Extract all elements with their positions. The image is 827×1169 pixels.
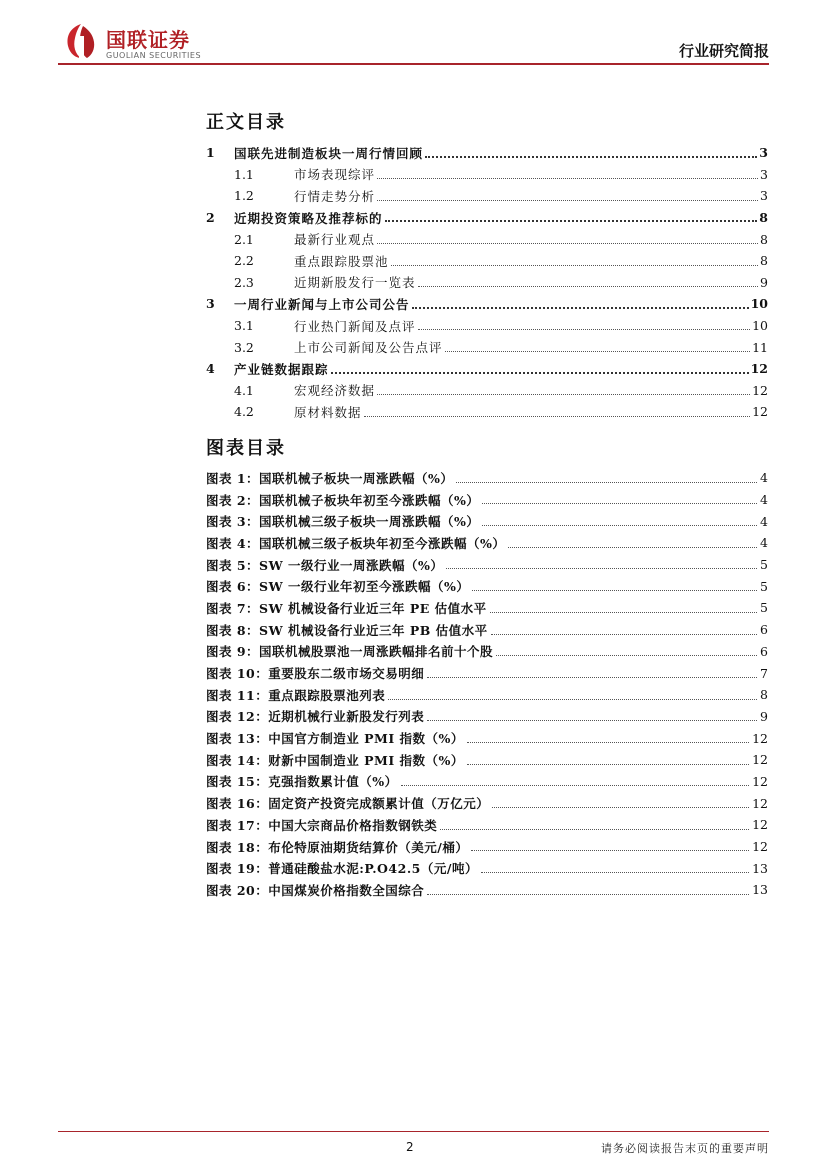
figure-entry-page: 5 — [760, 578, 768, 594]
toc-entry[interactable] — [206, 185, 768, 207]
figures-title: 图表目录 — [206, 438, 286, 459]
toc-entry[interactable] — [206, 164, 768, 186]
figure-entry[interactable] — [206, 575, 768, 597]
figure-entry-page: 4 — [760, 492, 768, 508]
toc-dot-leader — [425, 155, 757, 158]
figure-entry[interactable] — [206, 554, 768, 576]
figure-dot-leader — [427, 893, 749, 895]
figure-dot-leader — [427, 676, 757, 678]
figure-entry-page: 12 — [752, 817, 768, 833]
figure-entry-label: 图表 15：克强指数累计值（%） — [206, 774, 398, 790]
figure-entry[interactable] — [206, 662, 768, 684]
toc-entry[interactable] — [206, 380, 768, 402]
toc-title: 正文目录 — [206, 112, 286, 133]
figure-entry-label: 图表 18：布伦特原油期货结算价（美元/桶） — [206, 839, 469, 855]
figure-entry-label: 图表 1：国联机械子板块一周涨跌幅（%） — [206, 470, 454, 486]
toc-entry-page: 10 — [750, 296, 768, 312]
toc-entry-label: 最新行业观点 — [294, 232, 376, 248]
figure-entry-page: 5 — [760, 557, 768, 573]
toc-entry-page: 8 — [760, 253, 768, 269]
toc-entry-number: 2.1 — [234, 231, 254, 247]
figure-entry-label: 图表 6：SW 一级行业年初至今涨跌幅（%） — [206, 579, 470, 595]
toc-entry-number: 2.2 — [234, 253, 254, 269]
toc-dot-leader — [377, 199, 758, 201]
toc-entry-page: 10 — [752, 318, 768, 334]
figure-entry-label: 图表 7：SW 机械设备行业近三年 PE 估值水平 — [206, 600, 487, 616]
figure-dot-leader — [467, 763, 749, 765]
figure-entry[interactable] — [206, 619, 768, 641]
figure-dot-leader — [440, 828, 749, 830]
toc-entry-number: 3.1 — [234, 318, 254, 334]
report-type-label: 行业研究简报 — [678, 42, 769, 60]
list-of-figures — [206, 467, 768, 901]
toc-entry-page: 3 — [760, 166, 768, 182]
toc-entry-page: 8 — [759, 210, 768, 226]
logo-chinese-name: 国联证券 — [106, 28, 190, 52]
figure-entry[interactable] — [206, 510, 768, 532]
toc-entry[interactable] — [206, 228, 768, 250]
toc-entry-label: 近期新股发行一览表 — [294, 275, 416, 291]
toc-entry-number: 2 — [206, 210, 215, 226]
figure-dot-leader — [446, 567, 757, 569]
figure-dot-leader — [482, 524, 757, 526]
figure-entry-label: 图表 12：近期机械行业新股发行列表 — [206, 709, 425, 725]
figure-entry-label: 图表 9：国联机械股票池一周涨跌幅排名前十个股 — [206, 644, 494, 660]
guolian-logo-icon — [62, 22, 100, 60]
toc-entry[interactable] — [206, 207, 768, 229]
toc-entry[interactable] — [206, 401, 768, 423]
toc-entry-number: 1.1 — [234, 166, 254, 182]
page-number: 2 — [406, 1140, 414, 1154]
header-divider — [58, 63, 769, 65]
figure-entry-page: 12 — [752, 773, 768, 789]
figure-entry[interactable] — [206, 727, 768, 749]
figure-dot-leader — [482, 502, 757, 504]
toc-entry-number: 1 — [206, 145, 215, 161]
toc-entry-page: 11 — [752, 339, 768, 355]
toc-entry[interactable] — [206, 358, 768, 380]
figure-dot-leader — [456, 481, 757, 483]
toc-entry-label: 行业热门新闻及点评 — [294, 318, 416, 334]
toc-entry-label: 近期投资策略及推荐标的 — [234, 210, 383, 226]
toc-entry-page: 3 — [760, 188, 768, 204]
toc-dot-leader — [377, 242, 758, 244]
toc-dot-leader — [391, 264, 758, 266]
toc-dot-leader — [377, 177, 758, 179]
logo-english-name: GUOLIAN SECURITIES — [106, 51, 202, 60]
figure-entry[interactable] — [206, 597, 768, 619]
toc-entry-page: 9 — [760, 274, 768, 290]
toc-entry-page: 12 — [752, 404, 768, 420]
toc-entry-number: 3.2 — [234, 339, 254, 355]
toc-entry-number: 2.3 — [234, 274, 254, 290]
figure-entry-label: 图表 17：中国大宗商品价格指数钢铁类 — [206, 817, 438, 833]
toc-dot-leader — [418, 328, 751, 330]
figure-dot-leader — [496, 654, 757, 656]
footer-divider — [58, 1131, 769, 1132]
toc-entry-label: 市场表现综评 — [294, 167, 376, 183]
figure-dot-leader — [490, 611, 757, 613]
figure-entry-page: 8 — [760, 687, 768, 703]
figure-entry[interactable] — [206, 749, 768, 771]
toc-entry[interactable] — [206, 336, 768, 358]
figure-entry[interactable] — [206, 836, 768, 858]
figure-dot-leader — [388, 698, 757, 700]
figure-entry-page: 12 — [752, 839, 768, 855]
figure-entry[interactable] — [206, 879, 768, 901]
toc-dot-leader — [445, 350, 751, 352]
table-of-contents — [206, 142, 768, 423]
toc-entry-label: 国联先进制造板块一周行情回顾 — [234, 145, 424, 161]
figure-entry-label: 图表 5：SW 一级行业一周涨跌幅（%） — [206, 557, 444, 573]
figure-entry-label: 图表 19：普通硅酸盐水泥:P.O42.5（元/吨） — [206, 861, 478, 877]
toc-dot-leader — [377, 393, 750, 395]
toc-dot-leader — [418, 285, 758, 287]
figure-dot-leader — [471, 849, 749, 851]
toc-entry-page: 12 — [750, 361, 768, 377]
figure-entry-label: 图表 4：国联机械三级子板块年初至今涨跌幅（%） — [206, 535, 506, 551]
figure-entry-label: 图表 10：重要股东二级市场交易明细 — [206, 666, 425, 682]
figure-entry-page: 4 — [760, 513, 768, 529]
toc-entry-label: 产业链数据跟踪 — [234, 361, 329, 377]
figure-entry-page: 12 — [752, 730, 768, 746]
figure-dot-leader — [481, 871, 749, 873]
figure-entry-page: 6 — [760, 622, 768, 638]
page-header — [0, 0, 827, 70]
toc-entry-number: 3 — [206, 296, 215, 312]
figure-entry-label: 图表 13：中国官方制造业 PMI 指数（%） — [206, 731, 464, 747]
toc-entry-number: 4.1 — [234, 382, 254, 398]
toc-entry[interactable] — [206, 250, 768, 272]
figure-entry[interactable] — [206, 467, 768, 489]
toc-entry-number: 1.2 — [234, 188, 254, 204]
figure-dot-leader — [508, 546, 757, 548]
toc-entry-number: 4 — [206, 361, 215, 377]
figure-entry-page: 4 — [760, 470, 768, 486]
figure-entry-label: 图表 20：中国煤炭价格指数全国综合 — [206, 882, 425, 898]
figure-entry-label: 图表 8：SW 机械设备行业近三年 PB 估值水平 — [206, 622, 488, 638]
toc-entry[interactable] — [206, 315, 768, 337]
figure-entry[interactable] — [206, 641, 768, 663]
toc-entry[interactable] — [206, 293, 768, 315]
toc-entry[interactable] — [206, 272, 768, 294]
figure-entry[interactable] — [206, 814, 768, 836]
figure-entry-label: 图表 2：国联机械子板块年初至今涨跌幅（%） — [206, 492, 480, 508]
toc-entry-label: 重点跟踪股票池 — [294, 253, 389, 269]
toc-dot-leader — [412, 306, 749, 309]
figure-entry-label: 图表 11：重点跟踪股票池列表 — [206, 687, 386, 703]
figure-entry[interactable] — [206, 489, 768, 511]
figure-dot-leader — [491, 633, 757, 635]
disclaimer-note: 请务必阅读报告末页的重要声明 — [601, 1142, 769, 1155]
figure-entry-page: 6 — [760, 643, 768, 659]
company-logo — [62, 22, 222, 62]
figure-entry[interactable] — [206, 532, 768, 554]
figure-entry-page: 4 — [760, 535, 768, 551]
figure-entry-page: 5 — [760, 600, 768, 616]
toc-entry-page: 12 — [752, 382, 768, 398]
figure-entry-label: 图表 16：固定资产投资完成额累计值（万亿元） — [206, 796, 490, 812]
toc-dot-leader — [385, 219, 758, 222]
figure-entry[interactable] — [206, 857, 768, 879]
figure-entry[interactable] — [206, 771, 768, 793]
figure-dot-leader — [492, 806, 749, 808]
figure-entry[interactable] — [206, 706, 768, 728]
toc-entry-number: 4.2 — [234, 404, 254, 420]
toc-entry-label: 一周行业新闻与上市公司公告 — [234, 296, 410, 312]
toc-dot-leader — [364, 415, 751, 417]
figure-entry-label: 图表 14：财新中国制造业 PMI 指数（%） — [206, 752, 464, 768]
toc-entry-label: 行情走势分析 — [294, 188, 376, 204]
figure-dot-leader — [427, 719, 757, 721]
toc-entry-label: 上市公司新闻及公告点评 — [294, 340, 443, 356]
toc-entry-page: 8 — [760, 231, 768, 247]
toc-dot-leader — [331, 371, 749, 374]
figure-entry-page: 13 — [752, 860, 768, 876]
figure-entry-page: 7 — [760, 665, 768, 681]
figure-dot-leader — [401, 784, 749, 786]
toc-entry-label: 原材料数据 — [294, 404, 362, 420]
figure-entry-page: 9 — [760, 708, 768, 724]
figure-entry[interactable] — [206, 684, 768, 706]
figure-entry-label: 图表 3：国联机械三级子板块一周涨跌幅（%） — [206, 514, 480, 530]
figure-entry-page: 12 — [752, 795, 768, 811]
toc-entry[interactable] — [206, 142, 768, 164]
figure-entry[interactable] — [206, 792, 768, 814]
figure-entry-page: 13 — [752, 882, 768, 898]
figure-dot-leader — [467, 741, 749, 743]
toc-entry-page: 3 — [759, 145, 768, 161]
toc-entry-label: 宏观经济数据 — [294, 383, 376, 399]
figure-dot-leader — [472, 589, 757, 591]
figure-entry-page: 12 — [752, 752, 768, 768]
